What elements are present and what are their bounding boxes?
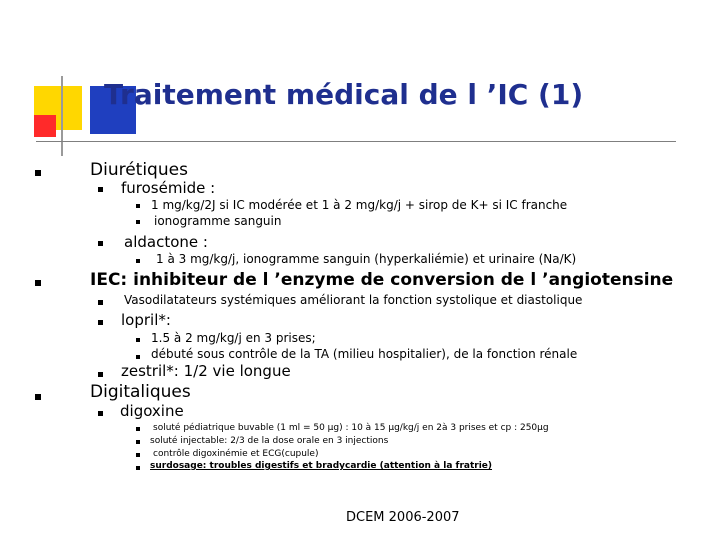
digoxine-surdosage: surdosage: troubles digestifs et bradycardie (attention à la fratrie): [150, 461, 493, 471]
bullet-square: [98, 241, 103, 246]
title-divider: [36, 141, 676, 142]
item-aldactone: aldactone :: [124, 233, 208, 251]
bullet-square: [98, 320, 103, 325]
bullet-square: [98, 187, 103, 192]
digoxine-pediatrique: soluté pédiatrique buvable (1 ml = 50 µg) : 10 à 15 µg/kg/j en 2à 3 prises et cp : 250µg: [153, 423, 549, 433]
lopril-controle: débuté sous contrôle de la TA (milieu hospitalier), de la fonction rénale: [151, 347, 578, 361]
aldactone-dose: 1 à 3 mg/kg/j, ionogramme sanguin (hyperkaliémie) et urinaire (Na/K): [156, 252, 577, 266]
bullet-square: [136, 220, 140, 224]
bullet-square: [136, 453, 140, 457]
bullet-square: [136, 338, 140, 342]
bullet-square: [136, 204, 140, 208]
bullet-square: [98, 300, 103, 305]
furosemide-dose: 1 mg/kg/2J si IC modérée et 1 à 2 mg/kg/j + sirop de K+ si IC franche: [151, 198, 568, 212]
bullet-square: [98, 411, 103, 416]
bullet-square: [35, 280, 41, 286]
item-lopril: lopril*:: [121, 311, 171, 329]
digoxine-injectable: soluté injectable: 2/3 de la dose orale en 3 injections: [150, 436, 389, 446]
bullet-square: [136, 440, 140, 444]
item-zestril: zestril*: 1/2 vie longue: [121, 362, 291, 380]
decor-vertical-line: [61, 76, 63, 156]
bullet-square: [35, 170, 41, 176]
bullet-square: [35, 394, 41, 400]
slide-title: Traitement médical de l ’IC (1): [104, 78, 584, 111]
bullet-square: [136, 259, 140, 263]
decor-red-square: [34, 115, 56, 137]
bullet-square: [136, 427, 140, 431]
section-diuretiques: Diurétiques: [90, 160, 188, 180]
digoxine-controle: contrôle digoxinémie et ECG(cupule): [153, 449, 319, 459]
bullet-square: [136, 355, 140, 359]
lopril-dose: 1.5 à 2 mg/kg/j en 3 prises;: [151, 331, 316, 345]
furosemide-ionogramme: ionogramme sanguin: [154, 214, 282, 228]
item-furosemide: furosémide :: [121, 179, 216, 197]
item-digoxine: digoxine: [120, 402, 184, 420]
bullet-square: [98, 372, 103, 377]
bullet-square: [136, 466, 140, 470]
footer-date: DCEM 2006-2007: [346, 510, 460, 525]
item-vasodilatateurs: Vasodilatateurs systémiques améliorant la fonction systolique et diastolique: [124, 293, 583, 307]
section-iec: IEC: inhibiteur de l ’enzyme de conversion de l ’angiotensine: [90, 270, 674, 290]
section-digitaliques: Digitaliques: [90, 382, 191, 402]
